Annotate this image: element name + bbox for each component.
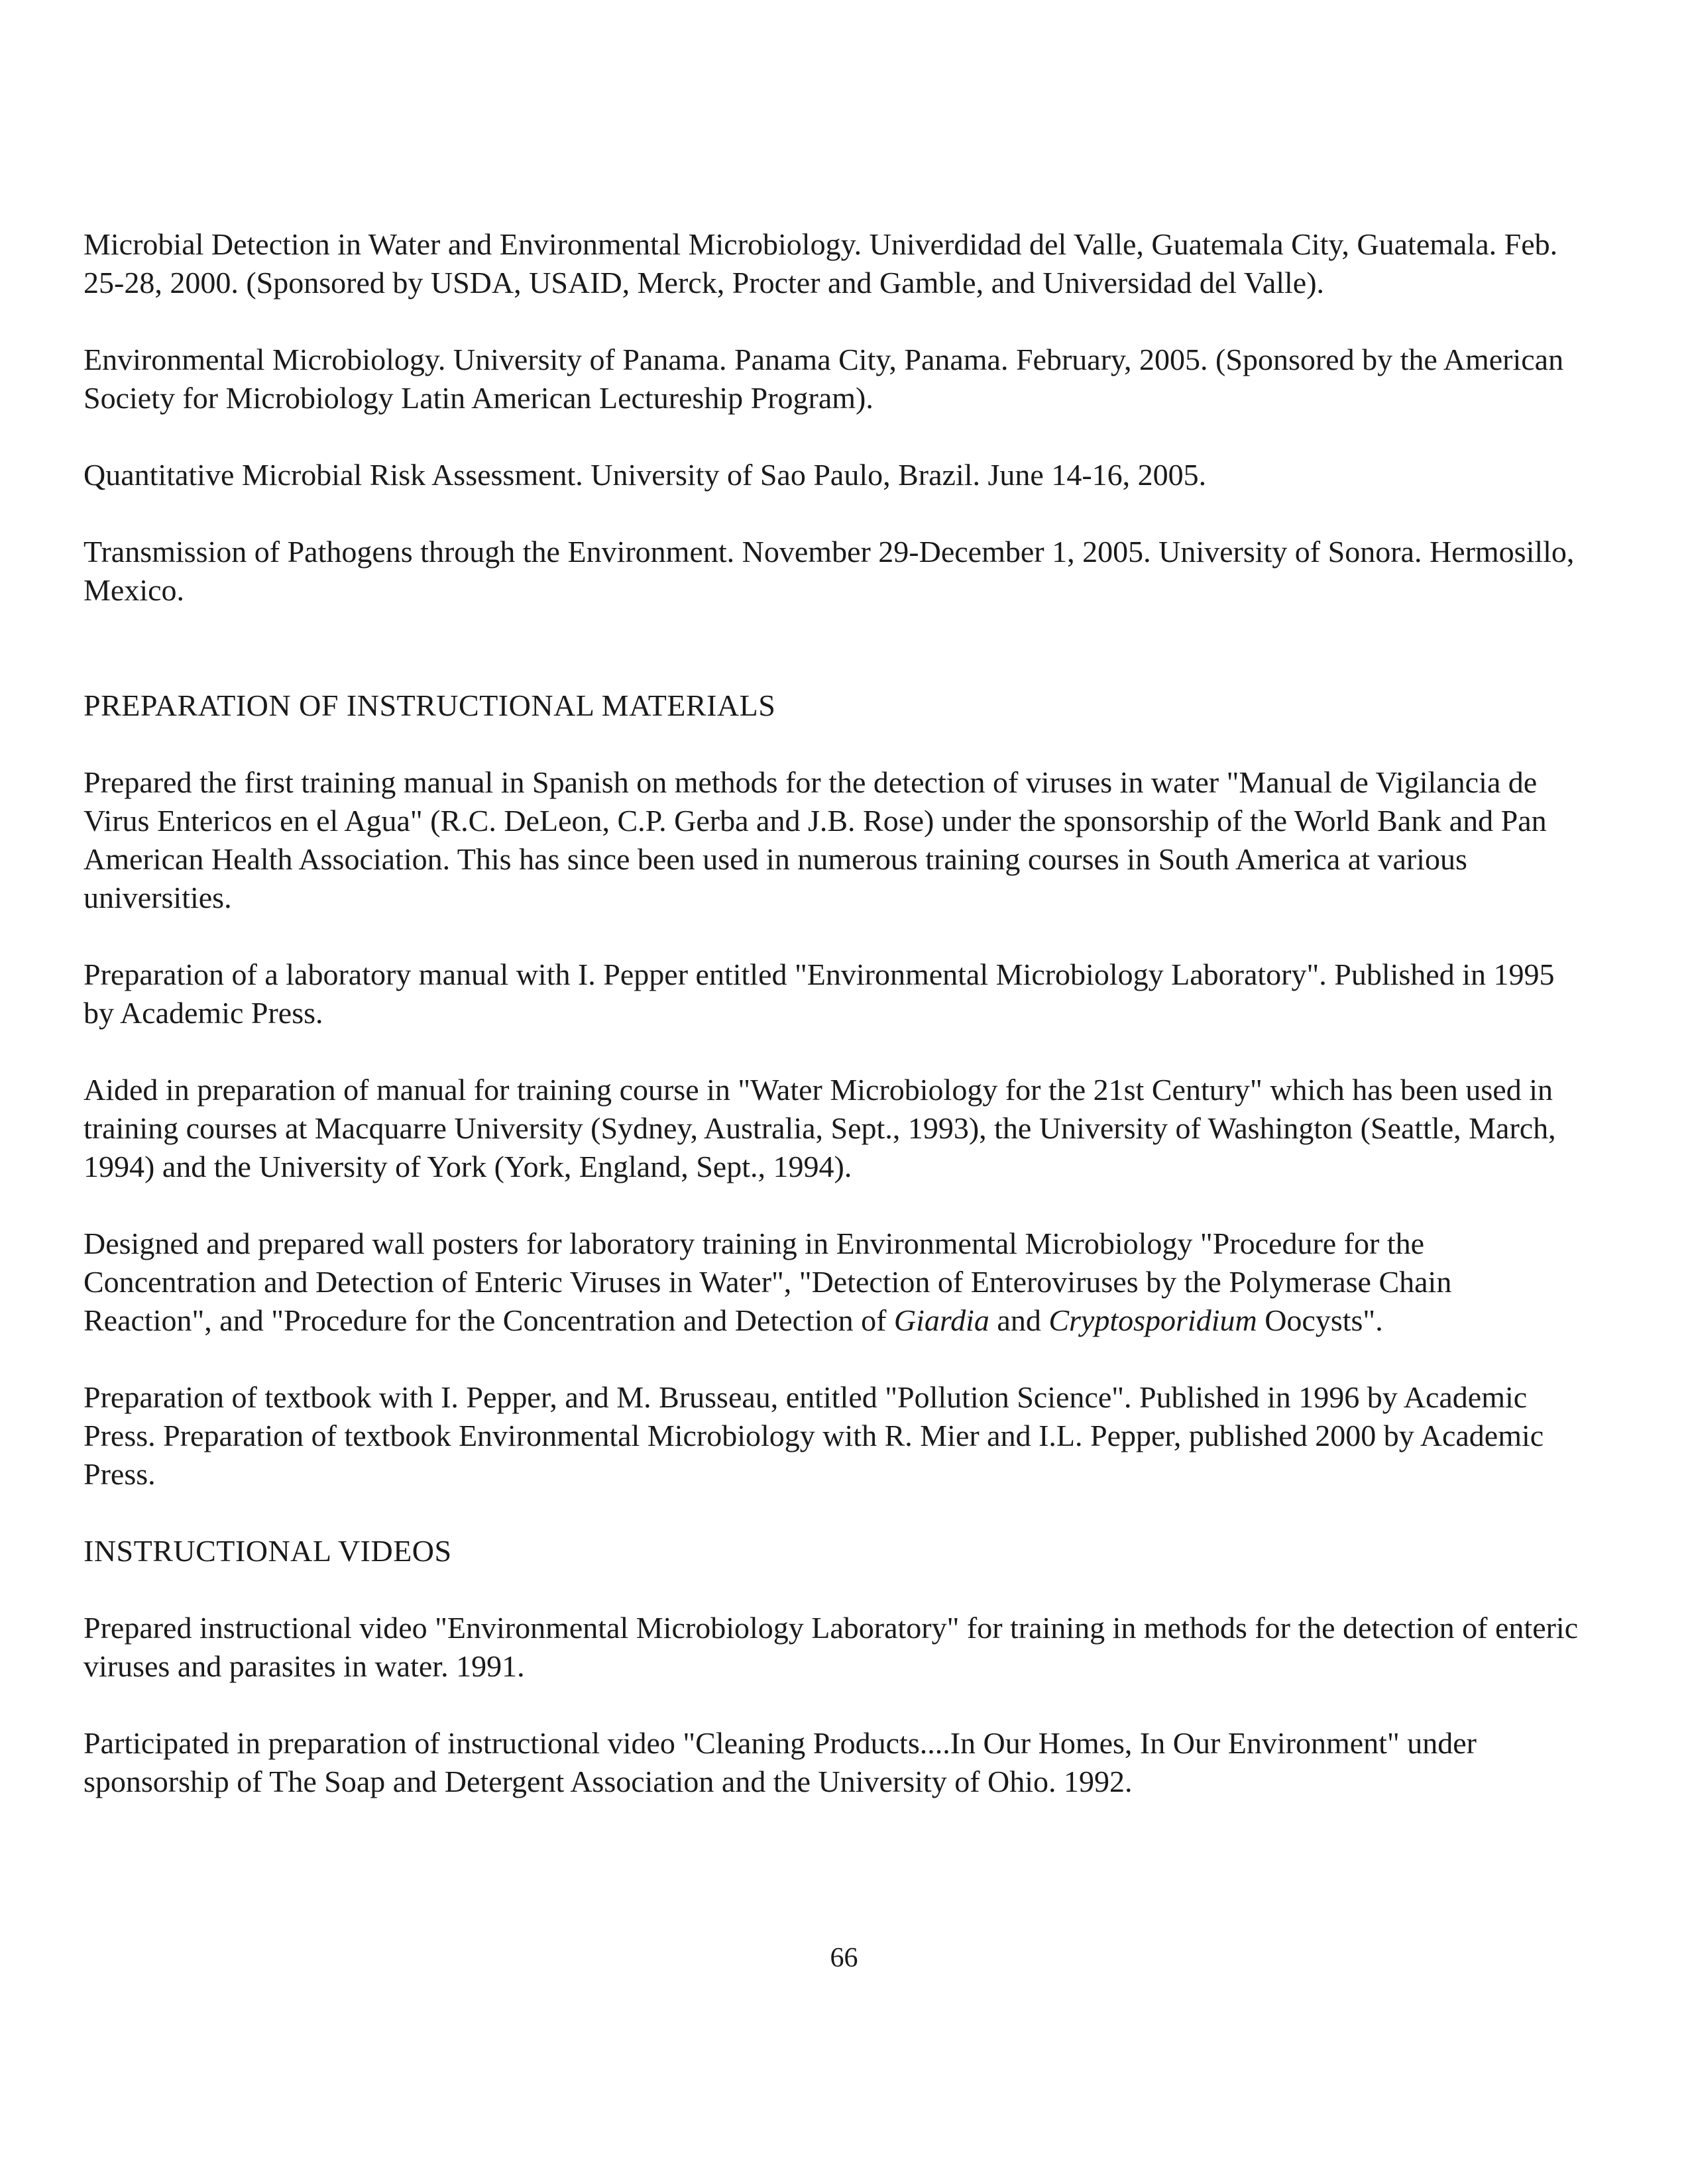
video-lab: Prepared instructional video "Environmental Microbiology Laboratory" for training in methods for the detection of enteric viruses and parasites in water. 1991. [84, 1611, 1579, 1683]
materials-textbooks: Preparation of textbook with I. Pepper, and M. Brusseau, entitled "Pollution Science". Published in 1996 by Academic Press. Preparation of textbook Environmental Microbiology with R. Mier and I.L. Pepper, published 2000 by Academic Press. [84, 1380, 1544, 1491]
section-heading-instructional-materials: PREPARATION OF INSTRUCTIONAL MATERIALS [84, 688, 776, 722]
posters-and: and [989, 1303, 1049, 1337]
cryptosporidium-term: Cryptosporidium [1048, 1303, 1257, 1337]
section-heading-instructional-videos: INSTRUCTIONAL VIDEOS [84, 1534, 452, 1568]
video-cleaning-products: Participated in preparation of instructional video "Cleaning Products....In Our Homes, In Our Environment" under sponsorship of The Soap and Detergent Association and the University of Ohio. 1992. [84, 1726, 1477, 1798]
course-entry-panama: Environmental Microbiology. University of Panama. Panama City, Panama. February, 2005. (Sponsored by the American Society for Microbiology Latin American Lectureship Program). [84, 343, 1564, 415]
materials-lab-manual: Preparation of a laboratory manual with I. Pepper entitled "Environmental Microbiology Laboratory". Published in 1995 by Academic Press. [84, 957, 1555, 1030]
document-body [84, 225, 1581, 1839]
materials-wall-posters [84, 1225, 1581, 1340]
giardia-term: Giardia [893, 1303, 989, 1337]
course-entry-sonora: Transmission of Pathogens through the Environment. November 29-December 1, 2005. University of Sonora. Hermosillo, Mexico. [84, 535, 1575, 607]
posters-end: Oocysts". [1257, 1303, 1383, 1337]
course-entry-guatemala: Microbial Detection in Water and Environmental Microbiology. Univerdidad del Valle, Guatemala City, Guatemala. Feb. 25-28, 2000. (Sponsored by USDA, USAID, Merck, Procter and Gamble, and Universidad del Valle). [84, 227, 1558, 300]
page-number: 66 [830, 1943, 858, 1973]
materials-spanish-manual: Prepared the first training manual in Spanish on methods for the detection of viruses in water "Manual de Vigilancia de Virus Entericos en el Agua" (R.C. DeLeon, C.P. Gerba and J.B. Rose) under the sponsorship of the World Bank and Pan American Health Association. This has since been used in numerous training courses in South America at various universities. [84, 765, 1547, 914]
posters-text: Designed and prepared wall posters for laboratory training in Environmental Microbiology "Procedure for the Concentration and Detection of Enteric Viruses in Water", "Detection of Enteroviruses by the Polymerase Chain Reaction", and "Procedure for the Concentration and Detection of [84, 1227, 1452, 1337]
course-entry-sao-paulo: Quantitative Microbial Risk Assessment. University of Sao Paulo, Brazil. June 14-16, 2005. [84, 458, 1207, 492]
materials-water-microbiology-course: Aided in preparation of manual for training course in "Water Microbiology for the 21st Century" which has been used in training courses at Macquarre University (Sydney, Australia, Sept., 1993), the University of Washington (Seattle, March, 1994) and the University of York (York, England, Sept., 1994). [84, 1073, 1556, 1183]
